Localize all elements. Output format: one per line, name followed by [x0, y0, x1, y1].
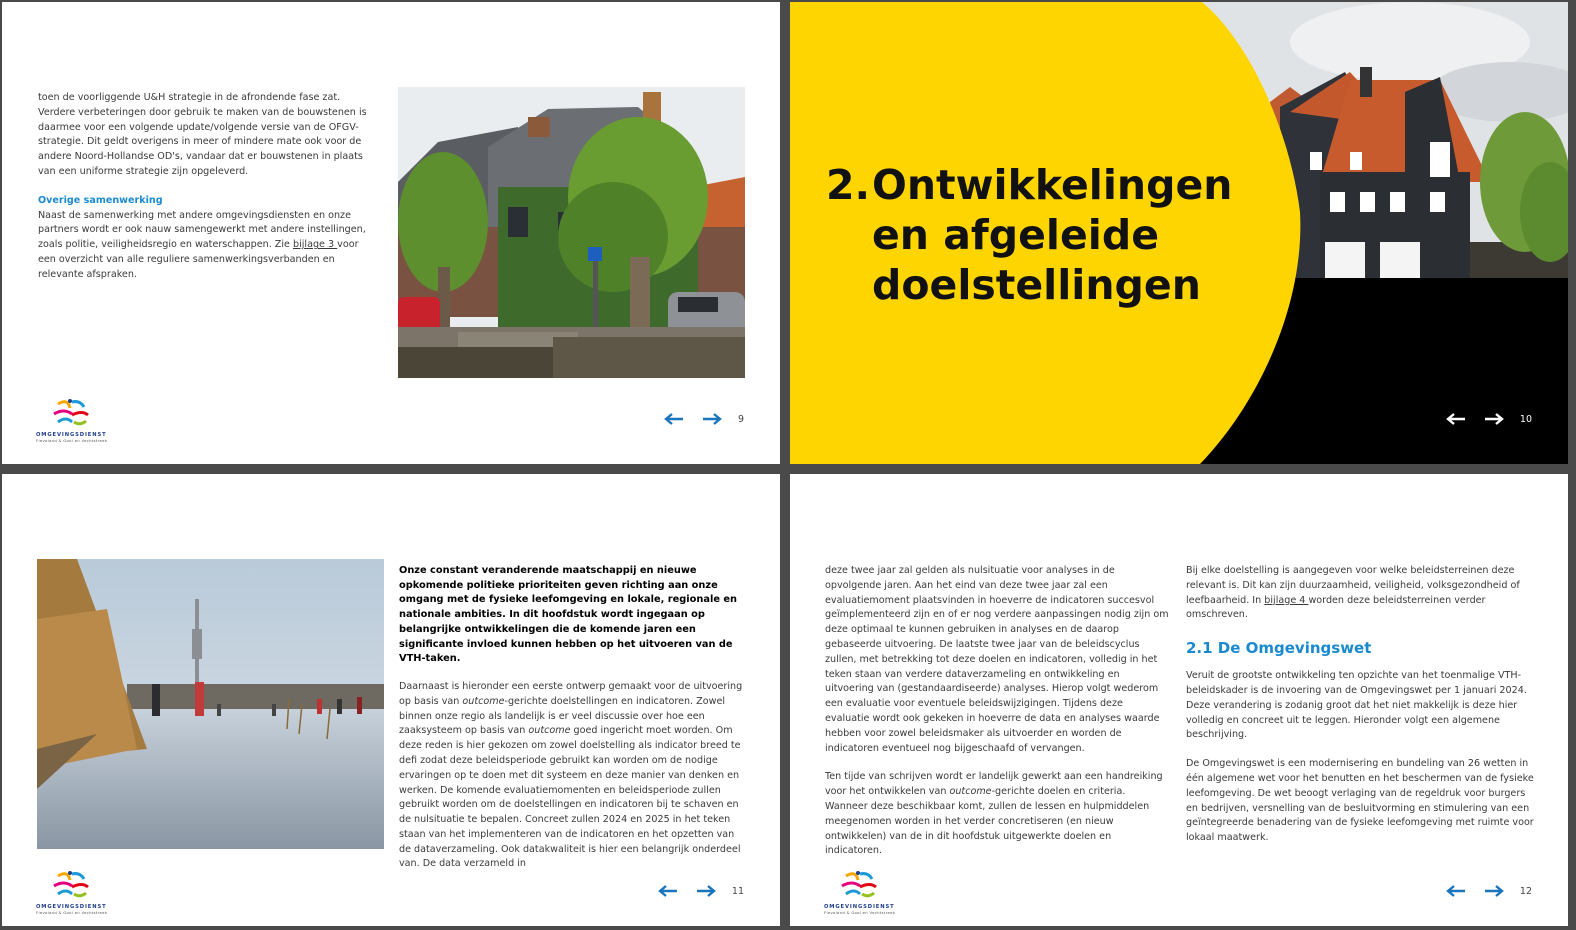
logo-mark-icon: [838, 870, 880, 900]
page10-navigation: [1446, 412, 1532, 426]
logo-subtitle: Flevoland & Gooi en Vechtstreek: [36, 910, 108, 915]
page-number: 12: [1519, 885, 1532, 897]
page12-left-paragraph-1: deze twee jaar zal gelden als nulsituatie voor analyses in de opvolgende jaren. Aan het eind van deze twee jaar zal een evaluatiemoment plaatsvinden in hoeverre de indicatoren succesvol geïmplementeerd zijn en of er nog verdere aanpassingen nodig zijn om deze optimaal te kunnen gebruiken in analyses en de daarop gebaseerde uitvoering. De laatste twee jaar van de beleidscyclus zullen, met betrekking tot deze doelen en indicatoren, volledig in het teken staan van verdere dataverzameling en ontwikkeling en uitvoering van (gestandaardiseerde) analyses. Hierop volgt wederom een evaluatie voor eventuele beleidswijzigingen. Tijdens deze evaluatie wordt ook gekeken in hoeverre de data en analyses waarde hebben voor zowel beleidsmaker als uitvoerder en worden de indicatoren eventueel nog bijgeschaafd of vervangen.: [825, 565, 1169, 754]
page-10: [790, 2, 1568, 464]
arrow-right-icon[interactable]: [702, 412, 722, 426]
logo-name: OMGEVINGSDIENST: [36, 432, 107, 438]
arrow-left-icon[interactable]: [664, 412, 684, 426]
page12-left-paragraph-2-text-end: -gerichte doelen en criteria. Wanneer deze beschikbaar komt, zullen de lessen en hulpmiddelen meegenomen worden in het verder concretiseren (en nieuw ontwikkelen) van de in dit hoofdstuk uitgewerkte doelen en indicatoren.: [825, 786, 1150, 857]
page12-left-paragraph-2: [825, 770, 1170, 859]
page12-left-paragraph-2-emphasis: outcome: [949, 786, 992, 798]
page9-heading: Overige samenwerking: [38, 194, 163, 206]
page12-right-paragraph-1-text: Bij elke doelstelling is aangegeven voor welke beleidsterreinen deze relevant is. Dit kan zijn duurzaamheid, veiligheid, volksgezondheid of leefbaarheid. In: [1186, 565, 1520, 606]
page9-paragraph-2-text: Naast de samenwerking met andere omgevingsdiensten en onze partners wordt er ook nauw samengewerkt met andere instellingen, zoals politie, veiligheidsregio en waterschappen. Zie: [38, 209, 366, 251]
logo-subtitle: Flevoland & Gooi en Vechtstreek: [824, 910, 896, 915]
page11-body-text: -gerichte doelstellingen en indicatoren. Zowel binnen onze regio als landelijk is er veel discussie over hoe een zaaksysteem op basis van: [399, 695, 726, 737]
arrow-right-icon[interactable]: [696, 884, 716, 898]
page-number: 10: [1519, 413, 1532, 425]
page-11: [2, 474, 780, 926]
page12-right-column: [1186, 564, 1534, 846]
page11-body-text: Daarnaast is hieronder een eerste ontwerp gemaakt voor de uitvoering op basis van: [399, 680, 743, 707]
page11-body-text: goed ingericht moet worden. Om deze reden is hier gekozen om zowel doelstelling als indicator breed te defi zodat deze beleidsperiode gebruikt kan worden om de nodige ervaringen op te doen met dit systeem en deze manier van denken en werken. De komende evaluatiemomenten en beleidsperiode zullen gebruikt worden om de doelstellingen en indicatoren bij te schaven en de nulsituatie te bepalen. Concreet zullen 2024 en 2025 in het teken staan van het implementeren van de indicatoren en het opzetten van de dataverzameling. Ook datakwaliteit is hier een belangrijk onderdeel van. De data verzameld in: [399, 725, 741, 870]
page11-body: [399, 680, 744, 872]
bijlage-3-link[interactable]: bijlage 3: [292, 239, 338, 251]
page11-navigation: [658, 884, 744, 898]
bijlage-4-link[interactable]: bijlage 4: [1264, 594, 1309, 606]
page-number: 11: [731, 885, 744, 897]
house-photo: [398, 87, 745, 378]
page12-left-column: [825, 564, 1170, 859]
logo-mark-icon: [50, 398, 92, 428]
page9-paragraph-1: toen de voorliggende U&H strategie in de afrondende fase zat. Verdere verbeteringen door gebruik te maken van de bouwstenen is daarmee voor een volgende update/volgende versie van de OFGV-strategie. Dit geldt overigens in meer of mindere mate ook voor de andere Noord-Hollandse OD's, vandaar dat er bouwstenen in plaats van een uniforme strategie zijn opgeleverd.: [38, 92, 367, 177]
page11-body-emphasis: outcome: [528, 725, 571, 737]
page11-text: [399, 564, 744, 872]
page11-body-emphasis: outcome: [462, 695, 505, 707]
page9-text: [38, 91, 378, 283]
section-heading: 2.1 De Omgevingswet: [1186, 639, 1372, 658]
page12-navigation: [1446, 884, 1532, 898]
page-number: 9: [737, 413, 744, 425]
page9-paragraph-2-text-end: voor een overzicht van alle reguliere samenwerkingsverbanden en relevante afspraken.: [38, 239, 359, 280]
arrow-right-icon[interactable]: [1484, 884, 1504, 898]
logo: [36, 870, 110, 914]
skating-photo: [37, 559, 384, 849]
page12-right-paragraph-2: Veruit de grootste ontwikkeling ten opzichte van het toenmalige VTH-beleidskader is de invoering van de Omgevingswet per 1 januari 2024. Deze verandering is zodanig groot dat het niet makkelijk is deze hier volledig en concreet uit te leggen. Hieronder volgt een algemene beschrijving.: [1186, 670, 1527, 741]
page-9: [2, 2, 780, 464]
page12-right-paragraph-1: [1186, 564, 1534, 623]
logo-subtitle: Flevoland & Gooi en Vechtstreek: [36, 438, 108, 443]
chapter-title-line-1: Ontwikkelingen: [872, 161, 1233, 209]
arrow-left-icon[interactable]: [658, 884, 678, 898]
logo: [36, 398, 110, 442]
arrow-right-icon[interactable]: [1484, 412, 1504, 426]
page11-lead: Onze constant veranderende maatschappij en nieuwe opkomende politieke prioriteiten geven richting aan onze omgang met de fysieke leefomgeving en lokale, regionale en nationale ambities. In dit hoofdstuk wordt ingegaan op belangrijke ontwikkelingen die de komende jaren een significante invloed kunnen hebben op het uitvoeren van de VTH-taken.: [399, 565, 737, 665]
logo-mark-icon: [50, 870, 92, 900]
chapter-number: 2.: [826, 161, 871, 209]
chapter-title-line-3: doelstellingen: [872, 261, 1201, 309]
page12-right-paragraph-1-text-end: worden deze beleidsterreinen verder omschreven.: [1186, 594, 1486, 621]
page12-left-paragraph-2-text: Ten tijde van schrijven wordt er landelijk gewerkt aan een handreiking voor het ontwikkelen van: [825, 771, 1163, 798]
page9-paragraph-2: [38, 209, 378, 283]
page9-navigation: [664, 412, 744, 426]
arrow-left-icon[interactable]: [1446, 412, 1466, 426]
page-12: [790, 474, 1568, 926]
chapter-title-line-2: en afgeleide: [872, 211, 1159, 259]
page12-right-paragraph-3: De Omgevingswet is een modernisering en bundeling van 26 wetten in één algemene wet voor het benutten en het beschermen van de fysieke leefomgeving. De wet beoogt verlaging van de regeldruk voor burgers en bedrijven, versnelling van de besluitvorming en stimulering van een geïntegreerde benadering van de fysieke leefomgeving met ruimte voor lokaal maatwerk.: [1186, 758, 1534, 844]
logo: [824, 870, 898, 914]
logo-name: OMGEVINGSDIENST: [824, 904, 895, 910]
logo-name: OMGEVINGSDIENST: [36, 904, 107, 910]
arrow-left-icon[interactable]: [1446, 884, 1466, 898]
